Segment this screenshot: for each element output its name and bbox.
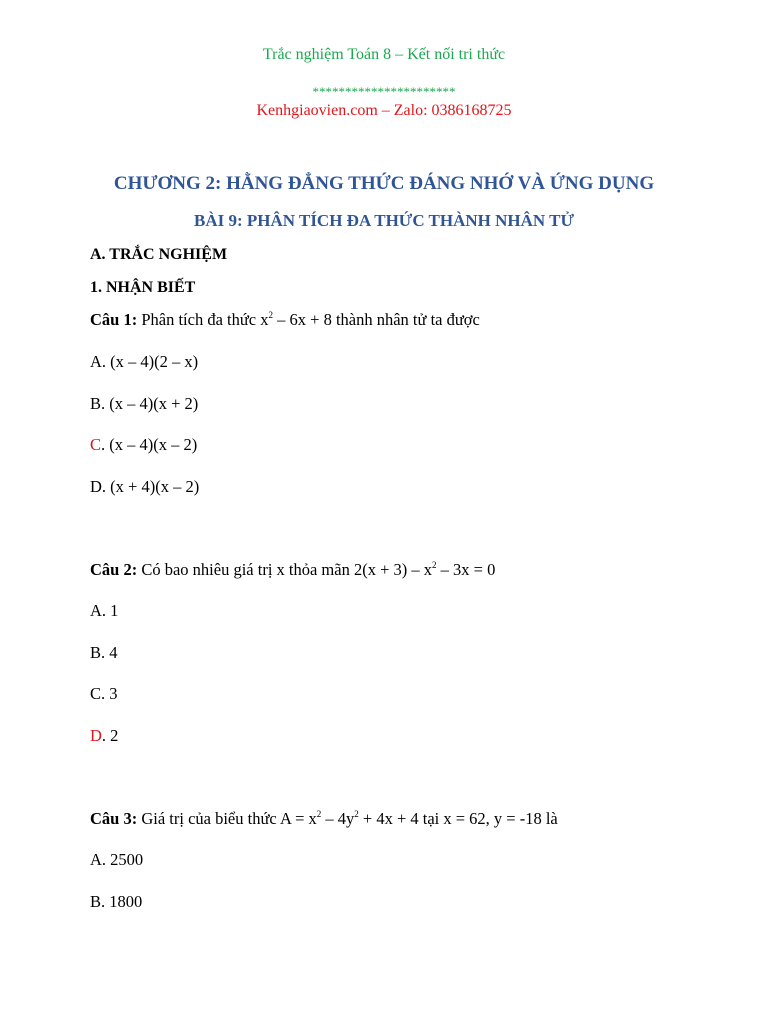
question-2-option-d: [90, 726, 118, 746]
question-text: – 3x = 0: [436, 560, 496, 579]
question-text: Phân tích đa thức x: [137, 310, 269, 329]
question-1-option-b: [90, 394, 198, 414]
question-2-option-a: [90, 601, 118, 621]
option-text: . (x – 4)(2 – x): [101, 352, 199, 371]
option-letter: B: [90, 892, 102, 911]
question-1-option-d: [90, 477, 199, 497]
section-heading: A. TRẮC NGHIỆM: [90, 246, 228, 263]
option-text: . 4: [101, 643, 118, 662]
question-3: [90, 809, 558, 829]
exponent: 2: [354, 809, 359, 819]
question-label: Câu 2:: [90, 560, 138, 579]
question-text: + 4x + 4 tại x = 62, y = -18 là: [358, 809, 558, 828]
option-text: . 3: [101, 684, 118, 703]
option-text: . 2500: [101, 850, 144, 869]
question-text: Có bao nhiêu giá trị x thỏa mãn 2(x + 3) – x: [137, 560, 433, 579]
exponent: 2: [316, 809, 322, 819]
option-text: . 1800: [101, 892, 143, 911]
option-text: . (x – 4)(x – 2): [101, 435, 198, 454]
question-text: – 4y: [321, 809, 355, 828]
lesson-title: BÀI 9: PHÂN TÍCH ĐA THỨC THÀNH NHÂN TỬ: [193, 211, 575, 230]
subsection-heading: 1. NHẬN BIẾT: [90, 279, 196, 296]
header-stars: **********************: [312, 84, 456, 99]
question-label: Câu 1:: [90, 310, 138, 329]
option-text: . (x + 4)(x – 2): [101, 477, 200, 496]
option-letter: B: [90, 394, 102, 413]
question-text: – 6x + 8 thành nhân tử ta được: [273, 310, 480, 329]
option-letter: A: [90, 352, 102, 371]
chapter-title: CHƯƠNG 2: HẰNG ĐẲNG THỨC ĐÁNG NHỚ VÀ ỨNG DỤNG: [113, 173, 655, 194]
question-3-option-a: [90, 850, 143, 870]
header-contact: Kenhgiaovien.com – Zalo: 0386168725: [256, 102, 512, 119]
option-text: . 2: [101, 726, 119, 745]
option-letter: D: [90, 477, 102, 496]
option-letter: B: [90, 643, 102, 662]
header-title: Trắc nghiệm Toán 8 – Kết nối tri thức: [262, 46, 506, 63]
option-letter: A: [90, 850, 102, 869]
exponent: 2: [432, 560, 437, 570]
option-letter: A: [90, 601, 102, 620]
option-text: . (x – 4)(x + 2): [101, 394, 199, 413]
question-1: [90, 310, 480, 330]
question-label: Câu 3:: [90, 809, 138, 828]
option-letter-correct: D: [90, 726, 102, 745]
question-3-option-b: [90, 892, 142, 912]
question-2-option-c: [90, 684, 118, 704]
option-letter: C: [90, 684, 102, 703]
question-text: Giá trị của biểu thức A = x: [137, 809, 317, 828]
question-1-option-a: [90, 352, 198, 372]
option-text: . 1: [101, 601, 119, 620]
option-letter-correct: C: [90, 435, 102, 454]
question-1-option-c: [90, 435, 197, 455]
question-2-option-b: [90, 643, 118, 663]
question-2: [90, 560, 495, 580]
exponent: 2: [268, 310, 274, 320]
